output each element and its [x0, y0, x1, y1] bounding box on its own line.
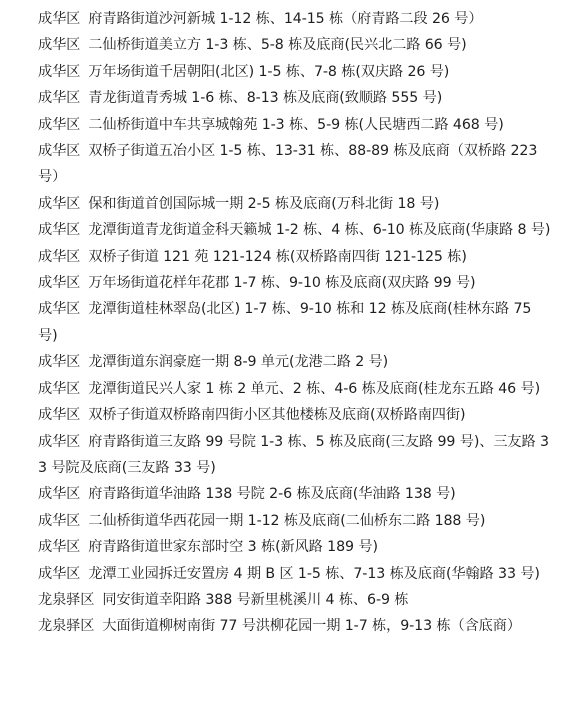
address-text: 万年场街道千居朝阳(北区) 1-5 栋、7-8 栋(双庆路 26 号) [88, 63, 450, 80]
list-item [38, 429, 553, 482]
address-text: 二仙桥街道美立方 1-3 栋、5-8 栋及底商(民兴北二路 66 号) [88, 37, 467, 54]
district-label: 成华区 [38, 222, 81, 239]
district-label: 龙泉驿区 [38, 591, 95, 608]
address-text: 府青路街道沙河新城 1-12 栋、14-15 栋（府青路二段 26 号） [88, 11, 483, 27]
district-label: 成华区 [38, 248, 81, 265]
district-label: 成华区 [38, 539, 81, 556]
address-text: 龙潭街道东润豪庭一期 8-9 单元(龙港二路 2 号) [88, 354, 389, 371]
address-text: 龙潭街道民兴人家 1 栋 2 单元、2 栋、4-6 栋及底商(桂龙东五路 46 号) [88, 380, 541, 397]
district-label: 成华区 [38, 407, 81, 424]
address-text: 府青路街道三友路 99 号院 1-3 栋、5 栋及底商(三友路 99 号)、三友路 33 号院及底商(三友路 33 号) [38, 433, 549, 476]
list-item [38, 191, 553, 217]
list-item [38, 32, 553, 58]
district-label: 成华区 [38, 512, 81, 529]
list-item [38, 534, 553, 560]
address-text: 万年场街道花样年花郡 1-7 栋、9-10 栋及底商(双庆路 99 号) [88, 275, 476, 292]
list-item [38, 6, 553, 32]
address-text: 双桥子街道双桥路南四街小区其他楼栋及底商(双桥路南四街) [88, 407, 466, 424]
list-item [38, 376, 553, 402]
list-item [38, 138, 553, 191]
district-label: 成华区 [38, 565, 81, 582]
address-text: 青龙街道青秀城 1-6 栋、8-13 栋及底商(致顺路 555 号) [88, 90, 443, 107]
address-text: 龙潭工业园拆迁安置房 4 期 B 区 1-5 栋、7-13 栋及底商(华翰路 33 号) [88, 565, 540, 582]
address-text: 双桥子街道 121 苑 121-124 栋(双桥路南四街 121-125 栋) [88, 248, 467, 265]
list-item [38, 402, 553, 428]
district-label: 成华区 [38, 380, 81, 397]
address-text: 双桥子街道五冶小区 1-5 栋、13-31 栋、88-89 栋及底商（双桥路 223 号） [38, 143, 538, 186]
district-label: 成华区 [38, 433, 81, 450]
address-text: 大面街道柳树南街 77 号洪柳花园一期 1-7 栋，9-13 栋（含底商） [102, 618, 521, 635]
list-item [38, 217, 553, 243]
address-text: 龙潭街道桂林翠岛(北区) 1-7 栋、9-10 栋和 12 栋及底商(桂林东路 75 号) [38, 301, 532, 344]
list-item [38, 244, 553, 270]
list-item [38, 296, 553, 349]
address-text: 府青路街道世家东部时空 3 栋(新风路 189 号) [88, 539, 378, 556]
district-label: 成华区 [38, 301, 81, 318]
district-label: 成华区 [38, 37, 81, 54]
district-label: 成华区 [38, 11, 81, 27]
list-item [38, 349, 553, 375]
address-text: 二仙桥街道华西花园一期 1-12 栋及底商(二仙桥东二路 188 号) [88, 512, 486, 529]
district-label: 成华区 [38, 143, 81, 160]
district-label: 龙泉驿区 [38, 618, 95, 635]
list-item [38, 59, 553, 85]
district-label: 成华区 [38, 486, 81, 503]
district-label: 成华区 [38, 354, 81, 371]
district-label: 成华区 [38, 116, 81, 133]
list-item [38, 613, 553, 639]
list-item [38, 270, 553, 296]
list-item [38, 85, 553, 111]
address-text: 保和街道首创国际城一期 2-5 栋及底商(万科北街 18 号) [88, 195, 440, 212]
address-text: 同安街道幸阳路 388 号新里桃溪川 4 栋、6-9 栋 [102, 591, 409, 608]
address-text: 二仙桥街道中车共享城翰苑 1-3 栋、5-9 栋(人民塘西二路 468 号) [88, 116, 504, 133]
district-label: 成华区 [38, 275, 81, 292]
district-label: 成华区 [38, 90, 81, 107]
list-item [38, 481, 553, 507]
list-item [38, 561, 553, 587]
list-item [38, 112, 553, 138]
district-label: 成华区 [38, 63, 81, 80]
list-item [38, 508, 553, 534]
address-text: 龙潭街道青龙街道金科天籁城 1-2 栋、4 栋、6-10 栋及底商(华康路 8 号) [88, 222, 551, 239]
address-text: 府青路街道华油路 138 号院 2-6 栋及底商(华油路 138 号) [88, 486, 456, 503]
list-item [38, 587, 553, 613]
district-label: 成华区 [38, 195, 81, 212]
